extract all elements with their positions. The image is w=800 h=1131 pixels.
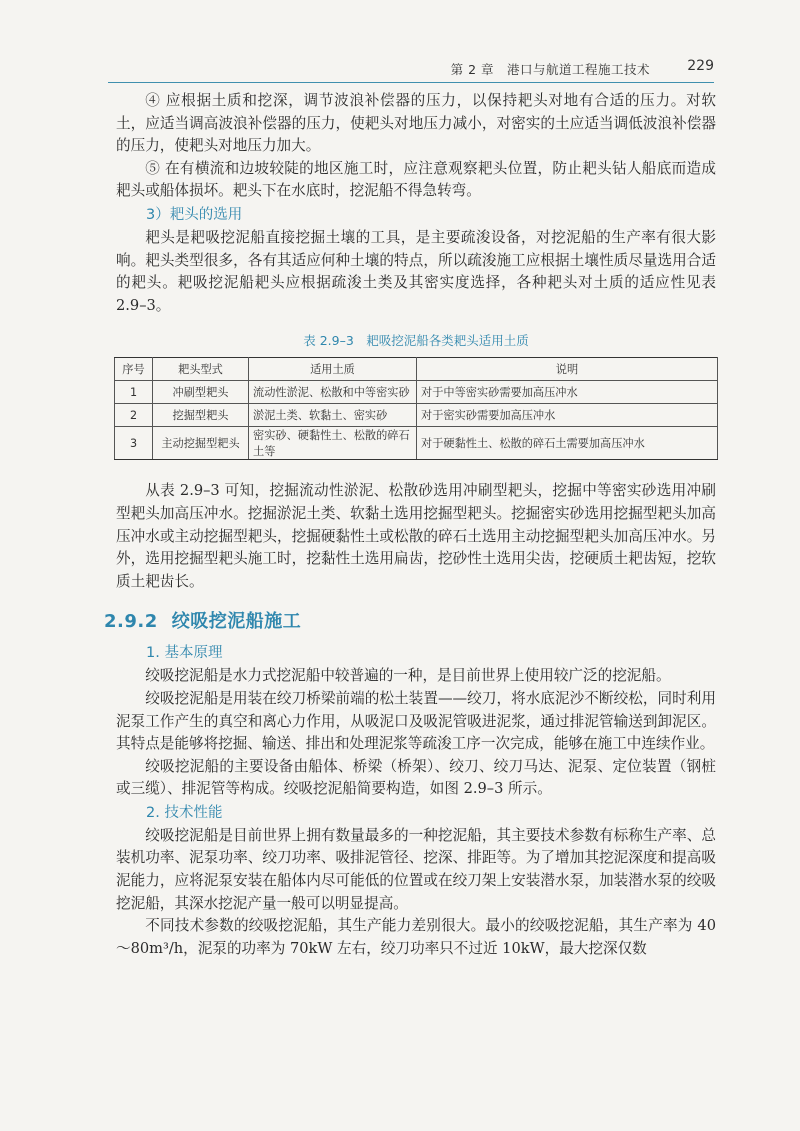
header-cell: 适用土质 bbox=[249, 358, 417, 381]
table-row bbox=[115, 427, 718, 460]
page-body bbox=[104, 90, 716, 960]
header-cell: 耙头型式 bbox=[153, 358, 249, 381]
table-cell: 冲刷型耙头 bbox=[153, 381, 249, 404]
table-header-row bbox=[115, 358, 718, 381]
paragraph: 耙头是耙吸挖泥船直接挖掘土壤的工具，是主要疏浚设备，对挖泥船的生产率有很大影响。耙头类型很多，各有其适应何种土壤的特点，所以疏浚施工应根据土壤性质尽量选用合适的耙头。耙吸挖泥船耙头应根据疏浚土类及其密实度选择，各种耙头对土质的适应性见表 2.9–3。 bbox=[116, 228, 716, 314]
table-row bbox=[115, 381, 718, 404]
running-header bbox=[108, 56, 714, 83]
table-cell: 对于密实砂需要加高压冲水 bbox=[417, 404, 718, 427]
paragraph: 绞吸挖泥船的主要设备由船体、桥梁（桥架）、绞刀、绞刀马达、泥泵、定位装置（钢桩或三缆）、排泥管等构成。绞吸挖泥船简要构造，如图 2.9–3 所示。 bbox=[116, 757, 716, 798]
table-cell: 2 bbox=[115, 404, 153, 427]
paragraph: 绞吸挖泥船是用装在绞刀桥梁前端的松土装置——绞刀，将水底泥沙不断绞松，同时利用泥泵工作产生的真空和离心力作用，从吸泥口及吸泥管吸进泥浆，通过排泥管输送到卸泥区。其特点是能够将挖掘、输送、排出和处理泥浆等疏浚工序一次完成，能够在施工中连续作业。 bbox=[116, 689, 716, 753]
header-cell: 说明 bbox=[417, 358, 718, 381]
table-cell: 对于中等密实砂需要加高压冲水 bbox=[417, 381, 718, 404]
table-cell: 3 bbox=[115, 427, 153, 460]
header-cell: 序号 bbox=[115, 358, 153, 381]
table-cell: 流动性淤泥、松散和中等密实砂 bbox=[249, 381, 417, 404]
table-cell: 主动挖掘型耙头 bbox=[153, 427, 249, 460]
paragraph: 绞吸挖泥船是水力式挖泥船中较普遍的一种，是目前世界上使用较广泛的挖泥船。 bbox=[145, 667, 671, 685]
section-title: 绞吸挖泥船施工 bbox=[171, 611, 302, 633]
paragraph: 从表 2.9–3 可知，挖掘流动性淤泥、松散砂选用冲刷型耙头，挖掘中等密实砂选用冲刷型耙头加高压冲水。挖掘淤泥土类、软黏土选用挖掘型耙头。挖掘密实砂选用挖掘型耙头加高压冲水或主动挖掘型耙头，挖掘硬黏性土或松散的碎石土选用主动挖掘型耙头加高压冲水。另外，选用挖掘型耙头施工时，挖黏性土选用扁齿，挖砂性土选用尖齿，挖硬质土耙齿短，挖软质土耙齿长。 bbox=[116, 482, 716, 590]
page-number: 229 bbox=[687, 58, 714, 74]
paragraph: 绞吸挖泥船是目前世界上拥有数量最多的一种挖泥船，其主要技术参数有标称生产率、总装机功率、泥泵功率、绞刀功率、吸排泥管径、挖深、排距等。为了增加其挖泥深度和提高吸泥能力，应将泥泵安装在船体内尽可能低的位置或在绞刀架上安装潜水泵，加装潜水泵的绞吸挖泥船，其深水挖泥产量一般可以明显提高。 bbox=[116, 826, 716, 912]
table-cell: 密实砂、硬黏性土、松散的碎石土等 bbox=[249, 427, 417, 460]
table-cell: 1 bbox=[115, 381, 153, 404]
paragraph: ④ 应根据土质和挖深，调节波浪补偿器的压力，以保持耙头对地有合适的压力。对软土，应适当调高波浪补偿器的压力，使耙头对地压力减小，对密实的土应适当调低波浪补偿器的压力，使耙头对地压力加大。 bbox=[116, 92, 716, 155]
table-cell: 对于硬黏性土、松散的碎石土需要加高压冲水 bbox=[417, 427, 718, 460]
table-cell: 淤泥土类、软黏土、密实砂 bbox=[249, 404, 417, 427]
table-caption: 表 2.9–3 耙吸挖泥船各类耙头适用土质 bbox=[303, 333, 529, 349]
section-heading bbox=[104, 607, 716, 633]
chapter-title: 第 2 章 港口与航道工程施工技术 bbox=[450, 62, 650, 77]
soil-suitability-table bbox=[114, 357, 718, 460]
subheading: 2. 技术性能 bbox=[146, 804, 223, 821]
paragraph: 不同技术参数的绞吸挖泥船，其生产能力差别很大。最小的绞吸挖泥船，其生产率为 40～80m³/h，泥泵的功率为 70kW 左右，绞刀功率只不过近 10kW，最大挖深仅数 bbox=[116, 917, 716, 957]
subheading: 1. 基本原理 bbox=[146, 645, 223, 662]
table-cell: 挖掘型耙头 bbox=[153, 404, 249, 427]
subheading: 3）耙头的选用 bbox=[146, 206, 243, 223]
section-number: 2.9.2 bbox=[104, 611, 158, 633]
table-row bbox=[115, 404, 718, 427]
paragraph: ⑤ 在有横流和边坡较陡的地区施工时，应注意观察耙头位置，防止耙头钻人船底而造成耙头或船体损坏。耙头下在水底时，挖泥船不得急转弯。 bbox=[116, 159, 716, 200]
